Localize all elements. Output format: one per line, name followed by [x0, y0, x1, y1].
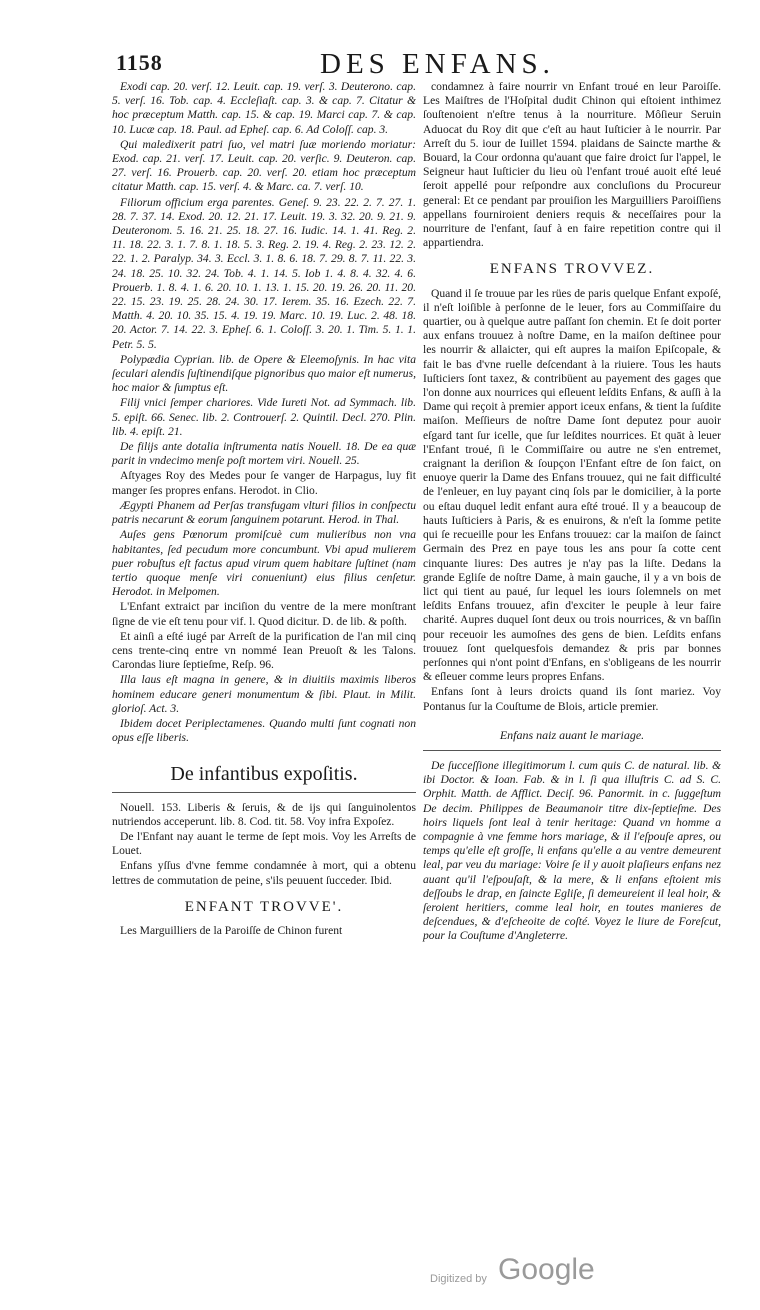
paragraph: De l'Enfant nay auant le terme de ſept mois. Voy les Arreſts de Louet.	[112, 829, 416, 858]
section-heading: ENFANT TROVVE'.	[184, 898, 344, 915]
paragraph: Filij vnici ſemper chariores. Vide Iureti Not. ad Symmach. lib. 5. epiſt. 66. Senec. lib. 2. Controuerſ. 2. Quintil. Decl. 270. Plin. lib. 4. epiſt. 21.	[112, 396, 416, 438]
watermark-logo: Google	[498, 1253, 595, 1286]
divider	[423, 750, 721, 751]
paragraph: L'Enfant extraict par inciſion du ventre de la mere monſtrant ſigne de vie eſt tenu pour vif. l. Quod dicitur. D. de lib. & poſth.	[112, 600, 416, 628]
paragraph: Illa laus eſt magna in genere, & in diuitiis maximis liberos hominem educare generi monumentum & ſibi. Plaut. in Milit. glorioſ. Act. 3.	[112, 673, 416, 715]
paragraph: Filiorum officium erga parentes. Geneſ. 9. 23. 22. 2. 7. 27. 1. 28. 7. 37. 14. Exod. 20. 12. 21. 17. Leuit. 19. 3. 32. 20. 9. 21. 9. Deuteronom. 5. 16. 21. 25. 18. 27. 16. Iudic. 14. 1. 41. Reg. 2. 11. 18. 22. 3. 1. 7. 8. 1. 18. 5. 3. Reg. 2. 19. 4. Reg. 2. 23. 12. 2. 22. 1. 2. Paralyp. 34. 3. Eccl. 3. 1. 8. 6. 18. 7. 29. 8. 7. 11. 22. 3. 24. 18. 25. 10. 32. 24. Tob. 4. 1. 14. 5. Iob 1. 4. 8. 4. 32. 4. 6. Prouerb. 1. 8. 4. 1. 6. 20. 10. 1. 13. 1. 15. 20. 19. 26. 20. 11. 20. 22. 15. 23. 19. 25. 28. 24. 30. 17. Ierem. 35. 16. Ezech. 22. 7. Matth. 4. 20. 10. 35. 15. 4. 19. 19. Marc. 10. 19. Luc. 2. 48. 18. 20. Actor. 7. 14. 22. 3. Epheſ. 6. 1. Coloſſ. 3. 20. 1. Tim. 5. 1. 1. Petr. 5. 5.	[112, 195, 416, 351]
paragraph: Polypædia Cyprian. lib. de Opere & Eleemoſynis. In hac vita ſeculari alendis ſuſtinendiſque pignoribus quo maior eſt numerus, hoc maior & ſumptus eſt.	[112, 352, 416, 395]
paragraph: Et ainſi a eſté iugé par Arreſt de la purification de l'an mil cinq cens trente-cinq entre vn nommé Iean Preuoſt & les Talons. Carondas liure ſeptieſme, Reſp. 96.	[112, 629, 416, 672]
paragraph: De filijs ante dotalia inſtrumenta natis Nouell. 18. De ea quæ parit in vndecimo menſe poſt mortem viri. Nouell. 25.	[112, 440, 416, 468]
page-number: 1158	[116, 50, 163, 75]
paragraph: Auſes gens Pœnorum promiſcuè cum mulieribus non vna habitantes, ſed pecudum more concumbunt. Vbi apud mulierem puer robuſtus eſt factus apud virum quem habitare ſuſtinet (nam tertio quoque menſe viri conueniunt) eius filius cenſetur. Herodot. in Melpomen.	[112, 528, 416, 599]
right-column	[423, 80, 721, 945]
section-heading: ENFANS TROVVEZ.	[489, 261, 655, 278]
paragraph: Aſtyages Roy des Medes pour ſe vanger de Harpagus, luy fit manger ſes propres enfans. Herodot. in Clio.	[112, 469, 416, 497]
paragraph: Exodi cap. 20. verſ. 12. Leuit. cap. 19. verſ. 3. Deuterono. cap. 5. verſ. 16. Tob. cap. 4. Eccleſiaſt. cap. 3. & cap. 7. Citatur & hoc præceptum Matth. cap. 15. & cap. 19. Marci cap. 7. & cap. 10. Lucæ cap. 18. Paul. ad Epheſ. cap. 6. Ad Coloſſ. cap. 3.	[112, 80, 416, 136]
divider	[112, 792, 416, 793]
paragraph: Nouell. 153. Liberis & ſeruis, & de ijs qui ſanguinolentos nutriendos acceperunt. lib. 8. Cod. tit. 58. Voy infra Expoſez.	[112, 800, 416, 828]
section-heading: Enfans naiz auant le mariage.	[499, 727, 645, 742]
section-heading: De infantibus expoſitis.	[170, 763, 358, 786]
paragraph: Qui maledixerit patri ſuo, vel matri ſuæ moriendo moriatur: Exod. cap. 21. verſ. 17. Leuit. cap. 20. verſic. 9. Deuteron. cap. 27. verſ. 16. Prouerb. cap. 20. verſ. 20. etiam hoc præceptum citatur Matth. cap. 15. verſ. 4. & Marc. ca. 7. verſ. 10.	[112, 137, 416, 194]
paragraph: Quand il ſe trouue par les rües de paris quelque Enfant expoſé, il n'eſt loiſible à perſonne de le leuer, fors au Commiſſaire du quartier, ou à quelque autre paſſant ſon chemin. Et ſe doit porter aux enfans trouuez à noſtre Dame, en la maiſon deſtinee pour les nourrir & allaicter, qui eſt aupres la maiſon Epiſcopale, & fait le bas d'vne ruelle deſcendant à la riuiere. Tous les hauts Iuſticiers ſont taxez, & contribüent au payement des gages que l'on donne aux nourrices qui eſleuent leſdits Enfans, & auſſi à la Dame qui reçoit à premier apport iceux enfans, & tient la ſuſdite maiſon. Meſſieurs de noſtre Dame ſont deputez pour auoir eſgard tant ſur icelle, que ſur leſdites nourrices. Et quāt à leuer l'Enfant troué, ſi le Commiſſaire ou autre ne s'en entremet, craignant la deriſion & ſoupçon l'Enfant eſtre de ſon faict, on enuoye querir la Dame des Enfans trouuez, qui ne fait difficulté de l'enleuer, en luy payant cinq ſols par le domicilier, à la porte ou eſtau duquel ledit enfant aura eſté troué. Il y a beaucoup de hauts Iuſticiers à Paris, & es enuirons, & n'eſt la ſomme petite qui ſe recueille pour les Enfans trouuez: car la maiſon de ſainct Germain des Prez en paye tous les ans pour ſa cotte cent cinquante liures: Des autres je n'ay pas la liſte. Dedans la grande Egliſe de noſtre Dame, à main gauche, il y a vn bois de lict qui tient au paué, ſur lequel les iours ſolemnels on met leſdits Enfans trouuez, afin d'exciter le peuple à leur faire charité. Aupres duquel ſont deux ou trois nourrices, & vn baſſin pour receuoir les aumoſnes des gens de bien. Leſdits enfans trouuez ſont quelquesfois demandez & pris par bonnes perſonnes qui n'ont point d'Enfans, en s'obligeans de les nourrir & eſleuer comme leurs propres Enfans.	[423, 286, 721, 684]
paragraph: Les Marguilliers de la Paroiſſe de Chinon furent	[120, 923, 343, 937]
paragraph: Ibidem docet Periplectamenes. Quando multi ſunt cognati non opus eſſe liberis.	[112, 716, 416, 745]
paragraph: condamnez à faire nourrir vn Enfant troué en leur Paroiſſe. Les Maiſtres de l'Hoſpital dudit Chinon qui eſtoient inthimez ſouſtenoient n'eſtre tenus à la nourriture. Môſieur Seruin Aduocat du Roy dit que c'eſt au haut Iuſticier à le nourrir. Par Arreſt du 5. iour de Iuillet 1594. plaidans de Saincte marthe & Bouard, la Cour ordonna qu'auant que faire droict ſur l'appel, le Seigneur haut Iuſticier du lieu où l'enfant troué auoit eſté leué ſeroit appellé pour reſpondre aux concluſions du Procureur general: Et ce pendant par prouiſion les Marguilliers Paroiſſiens appellans fourniroient deniers requis & neceſſaires pour la nourriture de l'enfant, ſauf à en faire repetition contre qui il appartiendra.	[423, 80, 721, 250]
left-column	[112, 80, 416, 939]
running-title: DES ENFANS.	[320, 48, 555, 80]
digitized-watermark	[430, 1255, 650, 1295]
watermark-by-text: Digitized by	[430, 1273, 487, 1285]
paragraph: Enfans ſont à leurs droicts quand ils ſont mariez. Voy Pontanus ſur la Couſtume de Blois, article premier.	[423, 685, 721, 713]
paragraph: Ægypti Phanem ad Perſas transfugam vlturi filios in conſpectu patris necarunt & eorum ſanguinem potarunt. Herod. in Thal.	[112, 498, 416, 527]
paragraph: Enfans yſſus d'vne femme condamnée à mort, qui a obtenu lettres de commutation de peine, s'ils peuuent ſucceder. Ibid.	[112, 859, 416, 887]
paragraph: De ſucceſſione illegitimorum l. cum quis C. de natural. lib. & ibi Doctor. & Ioan. Fab. & in l. ſi qua illuſtris C. ad S. C. Orphit. Matth. de Afflict. Deciſ. 96. Panormit. in c. ſuggeſtum De decim. Philippes de Beaumanoir titre dix-ſeptieſme. Des hoirs liquels ſont leal à tenir heritage: Quand vn homme a compagnie à vne femme hors mariage, & il l'eſpouſe apres, ou temps qu'elle eſt groſſe, li enfans qu'elle a au ventre demeurent leal, par veu du mariage: Voire ſe il y auoit plaſieurs enfans nez auant qu'il l'eſpouſaſt, & la mere, & li enfans eſtoient mis deſſoubs le drap, en ſaincte Egliſe, ſi demeureient il leal hoir, & ſeroient heritiers, comme leal hoir, en toutes manieres de deſcendues, & d'eſcheoite de coſté. Voyez le liure de Foreſcut, pour la Couſtume d'Angleterre.	[423, 758, 721, 943]
